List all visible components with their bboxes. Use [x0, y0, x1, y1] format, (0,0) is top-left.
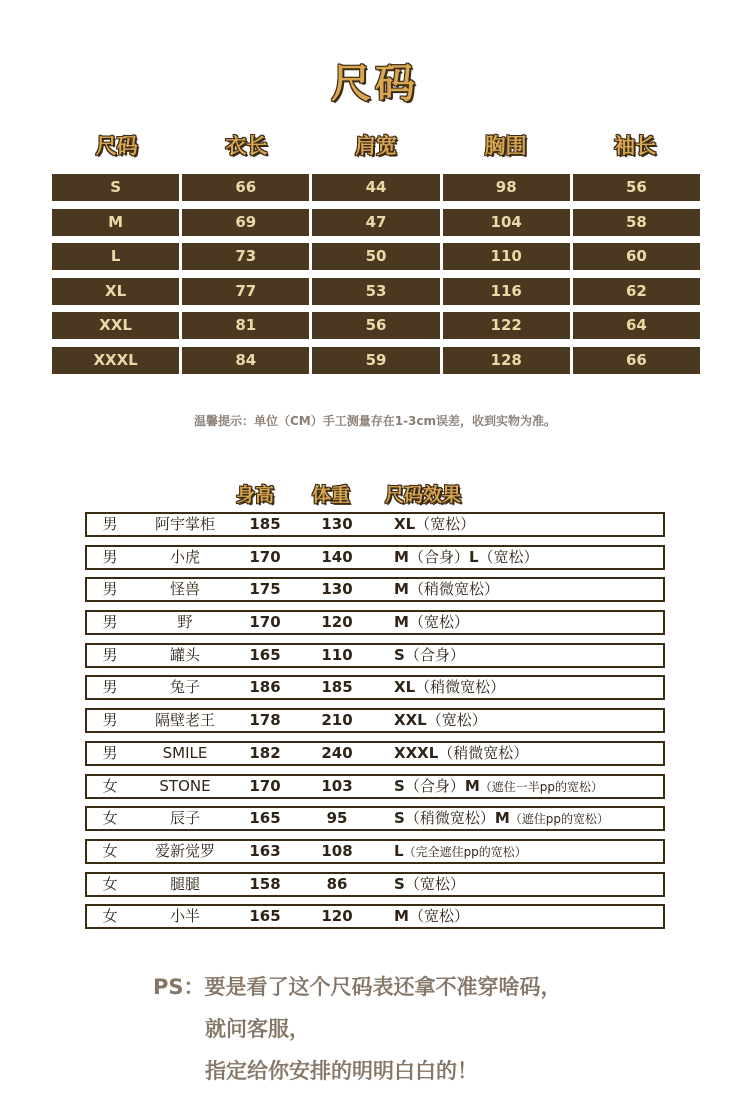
reference-height: 185: [249, 515, 281, 533]
reference-fit: [394, 743, 528, 764]
reference-height: 186: [249, 678, 281, 697]
reference-row: [85, 545, 665, 570]
ps-line-3: 指定给你安排的明明白白的！: [205, 1059, 478, 1083]
reference-row: [85, 708, 665, 733]
reference-sex: 男: [102, 547, 118, 566]
reference-name: 罐头: [169, 645, 200, 664]
reference-fit: [394, 514, 475, 535]
size-header-sleeve: 袖长: [614, 133, 657, 158]
reference-weight: 120: [321, 613, 353, 632]
reference-name: 隔壁老王: [154, 711, 215, 730]
size-cell: S: [52, 174, 179, 201]
reference-sex: 男: [102, 645, 118, 664]
reference-row: [85, 741, 665, 766]
reference-height: 182: [249, 743, 281, 762]
reference-name: 阿宇掌柜: [154, 515, 215, 533]
ps-text-1: 要是看了这个尺码表还拿不准穿啥码，: [204, 975, 562, 999]
size-cell: 73: [182, 243, 309, 270]
fit-size: M: [394, 613, 409, 632]
reference-header: [220, 480, 540, 510]
reference-height: 170: [249, 776, 281, 795]
reference-height: 165: [249, 645, 281, 664]
reference-weight: 140: [321, 547, 353, 566]
size-cell: M: [52, 209, 179, 236]
ps-note: [153, 966, 562, 1092]
reference-row: [85, 774, 665, 799]
reference-header-fit: 尺码效果: [385, 484, 462, 506]
size-header-shoulder: 肩宽: [354, 133, 397, 158]
fit-description: （完全遮住pp的宽松）: [403, 844, 527, 859]
size-row: [52, 174, 700, 201]
size-header-chest: 胸围: [484, 133, 527, 158]
reference-weight: 86: [326, 874, 348, 893]
ps-line-1: [153, 966, 562, 1008]
reference-fit: [394, 612, 469, 633]
size-cell: 81: [182, 312, 309, 339]
fit-size: S: [394, 809, 405, 828]
reference-height: 178: [249, 711, 281, 730]
reference-name: 辰子: [169, 809, 200, 828]
page-title: 尺码: [331, 60, 419, 107]
size-cell: 56: [573, 174, 700, 201]
size-cell: 116: [443, 278, 570, 305]
size-cell: 98: [443, 174, 570, 201]
size-row: [52, 243, 700, 270]
size-cell: 56: [312, 312, 439, 339]
size-cell: 50: [312, 243, 439, 270]
fit-size: M: [394, 580, 409, 599]
size-row: [52, 209, 700, 236]
reference-weight: 110: [321, 645, 353, 664]
reference-height: 158: [249, 874, 281, 893]
fit-size: XL: [394, 515, 416, 533]
reference-name: STONE: [159, 776, 211, 795]
fit-description: （稍微宽松）: [438, 743, 529, 762]
fit-description: （宽松）: [426, 711, 487, 730]
ps-label: PS：: [153, 975, 205, 999]
reference-row: [85, 610, 665, 635]
reference-name: 野: [177, 613, 193, 632]
size-chart-header: [52, 130, 700, 162]
reference-row: [85, 577, 665, 602]
reference-name: 小半: [169, 907, 200, 926]
reference-row: [85, 872, 665, 897]
reference-name: 怪兽: [169, 580, 200, 599]
fit-description: （宽松）: [478, 547, 539, 566]
reference-sex: 男: [102, 613, 118, 632]
reference-fit: [394, 841, 527, 863]
size-cell: 53: [312, 278, 439, 305]
size-cell: 104: [443, 209, 570, 236]
size-cell: 110: [443, 243, 570, 270]
size-row: [52, 347, 700, 374]
reference-name: 爱新觉罗: [154, 841, 215, 860]
reference-weight: 210: [321, 711, 353, 730]
reference-sex: 女: [102, 874, 118, 893]
reference-name: 小虎: [169, 547, 200, 566]
ps-line-2: 就问客服，: [205, 1017, 310, 1041]
reference-weight: 108: [321, 841, 353, 860]
fit-size: M: [494, 809, 510, 828]
reference-sex: 女: [102, 776, 118, 795]
fit-description: （宽松）: [408, 613, 469, 632]
reference-fit: [394, 874, 465, 895]
reference-height: 170: [249, 547, 281, 566]
reference-sex: 男: [102, 743, 118, 762]
size-cell: 122: [443, 312, 570, 339]
reference-fit: [394, 677, 505, 698]
size-cell: 69: [182, 209, 309, 236]
size-header-size: 尺码: [95, 133, 138, 158]
fit-description: （宽松）: [408, 907, 469, 926]
reference-fit: [394, 776, 603, 798]
fit-description: （遮住一半pp的宽松）: [479, 779, 604, 794]
measurement-tip: 温馨提示：单位（CM）手工测量存在1-3cm误差，收到实物为准。: [193, 414, 557, 428]
size-row: [52, 278, 700, 305]
reference-sex: 女: [102, 907, 118, 926]
reference-weight: 130: [321, 580, 353, 599]
reference-fit: [394, 906, 469, 927]
reference-fit: [394, 579, 499, 600]
size-cell: L: [52, 243, 179, 270]
reference-header-height: 身高: [236, 484, 275, 506]
size-cell: 66: [573, 347, 700, 374]
reference-row: [85, 512, 665, 537]
size-header-length: 衣长: [225, 133, 268, 158]
fit-size: L: [468, 547, 479, 566]
fit-size: M: [464, 776, 480, 795]
reference-row: [85, 839, 665, 864]
reference-sex: 男: [102, 678, 118, 697]
reference-height: 165: [249, 907, 281, 926]
fit-size: XXL: [394, 711, 427, 730]
reference-table: [85, 512, 665, 937]
reference-height: 170: [249, 613, 281, 632]
reference-row: [85, 675, 665, 700]
size-cell: XXL: [52, 312, 179, 339]
size-cell: 59: [312, 347, 439, 374]
reference-fit: [394, 808, 609, 830]
reference-fit: [394, 547, 539, 568]
size-cell: 44: [312, 174, 439, 201]
reference-sex: 男: [102, 515, 118, 533]
size-cell: 66: [182, 174, 309, 201]
reference-sex: 女: [102, 809, 118, 828]
reference-fit: [394, 645, 465, 666]
reference-weight: 95: [326, 809, 348, 828]
reference-name: SMILE: [162, 743, 208, 762]
size-chart-table: [52, 174, 700, 381]
size-cell: XL: [52, 278, 179, 305]
fit-description: （合身）: [404, 645, 465, 664]
fit-description: （宽松）: [404, 874, 465, 893]
reference-header-weight: 体重: [312, 484, 351, 506]
fit-size: M: [394, 907, 409, 926]
reference-weight: 120: [321, 907, 353, 926]
size-cell: 128: [443, 347, 570, 374]
reference-sex: 男: [102, 711, 118, 730]
fit-size: M: [394, 547, 409, 566]
reference-fit: [394, 710, 487, 731]
reference-height: 165: [249, 809, 281, 828]
size-cell: 47: [312, 209, 439, 236]
reference-row: [85, 806, 665, 831]
reference-height: 163: [249, 841, 281, 860]
reference-name: 兔子: [169, 678, 200, 697]
size-cell: XXXL: [52, 347, 179, 374]
reference-weight: 103: [321, 776, 353, 795]
fit-description: （稍微宽松）: [415, 678, 506, 697]
fit-size: S: [394, 874, 405, 893]
size-row: [52, 312, 700, 339]
reference-weight: 185: [321, 678, 353, 697]
size-cell: 62: [573, 278, 700, 305]
reference-weight: 240: [321, 743, 353, 762]
reference-name: 腿腿: [169, 874, 200, 893]
fit-size: S: [394, 776, 405, 795]
fit-size: XXXL: [394, 743, 439, 762]
fit-description: （稍微宽松）: [408, 580, 499, 599]
reference-height: 175: [249, 580, 281, 599]
size-cell: 58: [573, 209, 700, 236]
size-cell: 64: [573, 312, 700, 339]
fit-size: XL: [394, 678, 416, 697]
reference-row: [85, 904, 665, 929]
reference-weight: 130: [321, 515, 353, 533]
fit-description: （合身）: [408, 547, 469, 566]
reference-sex: 女: [102, 841, 118, 860]
fit-description: （遮住pp的宽松）: [509, 812, 610, 827]
size-cell: 60: [573, 243, 700, 270]
size-cell: 77: [182, 278, 309, 305]
fit-size: S: [394, 645, 405, 664]
fit-description: （宽松）: [415, 515, 476, 533]
fit-description: （合身）: [404, 776, 465, 795]
reference-sex: 男: [102, 580, 118, 599]
reference-row: [85, 643, 665, 668]
fit-description: （稍微宽松）: [404, 809, 495, 828]
fit-size: L: [394, 841, 404, 860]
size-cell: 84: [182, 347, 309, 374]
